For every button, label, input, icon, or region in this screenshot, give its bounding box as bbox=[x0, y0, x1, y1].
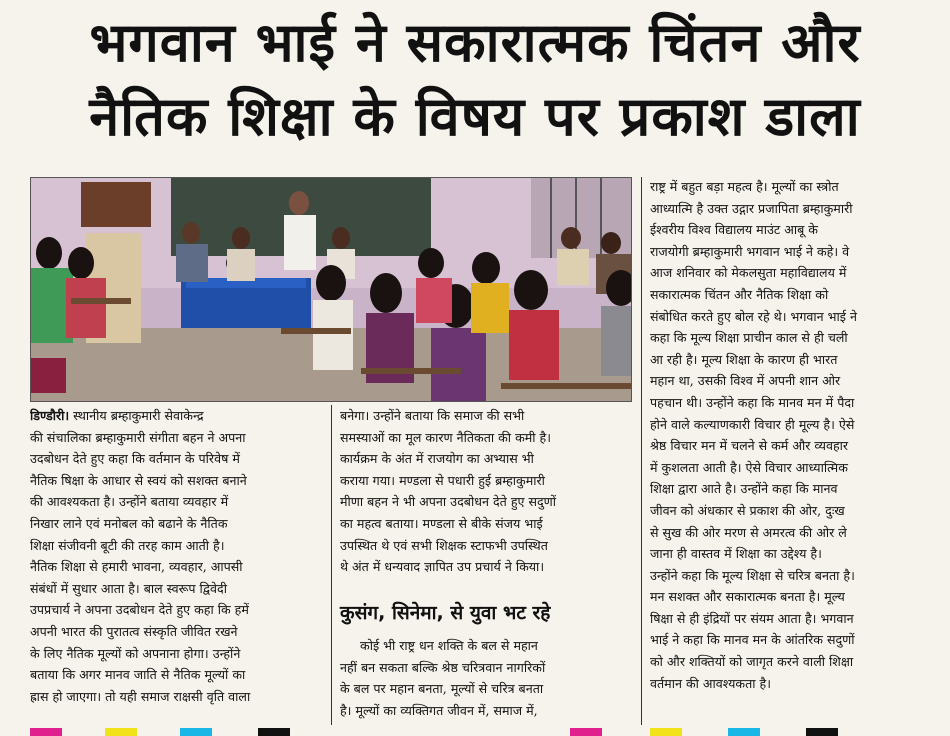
column-1-line: निखार लाने एवं मनोबल को बढाने के नैतिक bbox=[30, 515, 228, 531]
column-3-line: पहचान थी। उन्होंने कहा कि मानव मन में पैदा bbox=[650, 394, 855, 410]
column-3-line: ईश्वरीय विश्व विद्यालय माउंट आबू के bbox=[650, 222, 818, 238]
column-3-line: को और शक्तियों को जागृत करने वाली शिक्षा bbox=[650, 654, 854, 670]
registration-mark-black bbox=[806, 728, 838, 736]
registration-mark-yellow bbox=[650, 728, 682, 736]
column-1-line: नैतिक शिक्षा से हमारी भावना, व्यवहार, आपसी bbox=[30, 559, 243, 575]
article-column-2-continued bbox=[340, 635, 632, 721]
column-3-line: जाना ही वास्तव में शिक्षा का उद्देश्य है। bbox=[650, 546, 822, 562]
column-2-line: का महत्व बताया। मण्डला से बीके संजय भाई bbox=[340, 515, 543, 531]
column-3-line: राजयोगी ब्रम्हाकुमारी भगवान भाई ने कहे। वे bbox=[650, 243, 850, 259]
column-2-line: कराया गया। मण्डला से पधारी हुई ब्रम्हाकुमारी bbox=[340, 472, 545, 488]
column-2-line: है। मूल्यों का व्यक्तिगत जीवन में, समाज में, bbox=[340, 702, 538, 718]
registration-mark-yellow bbox=[105, 728, 137, 736]
column-divider bbox=[331, 405, 332, 725]
column-3-line: श्रेष्ठ विचार मन में चलने से कर्म और व्यवहार bbox=[650, 438, 849, 454]
column-3-line: सकारात्मक चिंतन और नैतिक शिक्षा को bbox=[650, 286, 829, 302]
registration-mark-magenta bbox=[570, 728, 602, 736]
column-1-line: के लिए नैतिक मूल्यों को अपनाना होगा। उन्होंने bbox=[30, 645, 241, 661]
column-2-line: कोई भी राष्ट्र धन शक्ति के बल से महान bbox=[340, 638, 538, 653]
column-3-line: महान था, उसकी विश्व में अपनी शान ओर bbox=[650, 373, 841, 389]
column-1-line: उपप्रचार्य ने अपना उदबोधन देते हुए कहा कि हमें bbox=[30, 602, 249, 618]
column-1-line: उदबोधन देते हुए कहा कि वर्तमान के परिवेष में bbox=[30, 451, 240, 467]
registration-mark-magenta bbox=[30, 728, 62, 736]
subheading: कुसंग, सिनेमा, से युवा भट रहे bbox=[340, 602, 551, 624]
registration-mark-cyan bbox=[180, 728, 212, 736]
column-3-line: राष्ट्र में बहुत बड़ा महत्व है। मूल्यों का स्त्रोत bbox=[650, 179, 839, 194]
registration-mark-black bbox=[258, 728, 290, 736]
column-2-line: कार्यक्रम के अंत में राजयोग का अभ्यास भी bbox=[340, 451, 534, 467]
column-3-line: में कुशलता आती है। ऐसे विचार आध्यात्मिक bbox=[650, 459, 848, 475]
column-3-line: आज शनिवार को मेकलसुता महाविद्यालय में bbox=[650, 265, 847, 281]
column-2-line: के बल पर महान बनता, मूल्यों से चरित्र बनता bbox=[340, 681, 544, 697]
column-1-line: की आवश्यकता है। उन्होंने बताया व्यवहार में bbox=[30, 494, 229, 510]
column-3-line: से सुख की ओर मरण से अमरत्व की ओर ले bbox=[650, 524, 847, 540]
column-3-line: होने वाले कल्याणकारी विचार ही मूल्य है। ऐसे bbox=[650, 416, 855, 432]
column-1-line: शिक्षा संजीवनी बूटी की तरह काम आती है। bbox=[30, 537, 225, 553]
classroom-photo bbox=[31, 178, 631, 401]
column-2-line: बनेगा। उन्होंने बताया कि समाज की सभी bbox=[340, 408, 525, 423]
column-2-line: समस्याओं का मूल कारण नैतिकता की कमी है। bbox=[340, 429, 551, 445]
column-3-line: संबोधित करते हुए बोल रहे थे। भगवान भाई ने bbox=[650, 308, 857, 324]
column-1-line: संबंधों में सुधार आता है। बाल स्वरूप द्विवेदी bbox=[30, 580, 227, 596]
dateline: डिण्डौरी। bbox=[30, 408, 70, 423]
column-3-line: षिक्षा से ही इंद्रियों पर संयम आता है। भगवान bbox=[650, 610, 854, 626]
column-3-line: भाई ने कहा कि मानव मन के आंतरिक सदुणों bbox=[650, 632, 855, 648]
headline bbox=[18, 6, 932, 154]
column-2-line: मीणा बहन ने भी अपना उदबोधन देते हुए सदुणों bbox=[340, 494, 557, 510]
column-3-line: कहा कि मूल्य शिक्षा प्राचीन काल से ही चली bbox=[650, 330, 848, 346]
article-column-1 bbox=[30, 405, 322, 707]
column-2-line: उपस्थित थे एवं सभी शिक्षक स्टाफभी उपस्थित bbox=[340, 537, 548, 553]
column-1-line: की संचालिका ब्रम्हाकुमारी संगीता बहन ने अपना bbox=[30, 429, 246, 445]
news-photo bbox=[30, 177, 632, 402]
column-1-line: ह्रास हो जाएगा। तो यही समाज राक्षसी वृति वाला bbox=[30, 688, 251, 704]
headline-line-2: नैतिक शिक्षा के विषय पर प्रकाश डाला bbox=[89, 85, 861, 148]
column-divider bbox=[641, 177, 642, 725]
article-column-3 bbox=[650, 176, 942, 694]
column-3-line: शिक्षा द्वारा आते है। उन्होंने कहा कि मानव bbox=[650, 481, 838, 497]
headline-line-1: भगवान भाई ने सकारात्मक चिंतन और bbox=[89, 11, 861, 74]
column-1-line: बताया कि अगर मानव जाति से नैतिक मूल्यों का bbox=[30, 667, 246, 683]
column-2-line: नहीं बन सकता बल्कि श्रेष्ठ चरित्रवान नागरिकों bbox=[340, 659, 546, 675]
column-3-line: वर्तमान की आवश्यकता है। bbox=[650, 675, 772, 691]
column-3-line: आध्यात्मि है उक्त उद्गार प्रजापिता ब्रम्हाकुमारी bbox=[650, 200, 853, 216]
column-3-line: जीवन को अंधकार से प्रकाश की ओर, दुःख bbox=[650, 502, 845, 518]
article-column-2 bbox=[340, 405, 632, 578]
column-3-line: उन्होंने कहा कि मूल्य शिक्षा से चरित्र बनता है। bbox=[650, 567, 855, 583]
column-1-line: नैतिक षिक्षा के आधार से स्वयं को सशक्त बनाने bbox=[30, 472, 247, 488]
column-1-line: अपनी भारत की पुरातत्व संस्कृति जीवित रखने bbox=[30, 623, 238, 639]
column-2-line: थे अंत में धन्यवाद ज्ञापित उप प्रचार्य ने किया। bbox=[340, 559, 545, 575]
registration-mark-cyan bbox=[728, 728, 760, 736]
column-1-line-1: डिण्डौरी। स्थानीय ब्रम्हाकुमारी सेवाकेन्द्र bbox=[30, 408, 204, 423]
column-3-line: मन सशक्त और सकारात्मक बनता है। मूल्य bbox=[650, 589, 845, 605]
column-3-line: आ रही है। मूल्य शिक्षा के कारण ही भारत bbox=[650, 351, 838, 367]
